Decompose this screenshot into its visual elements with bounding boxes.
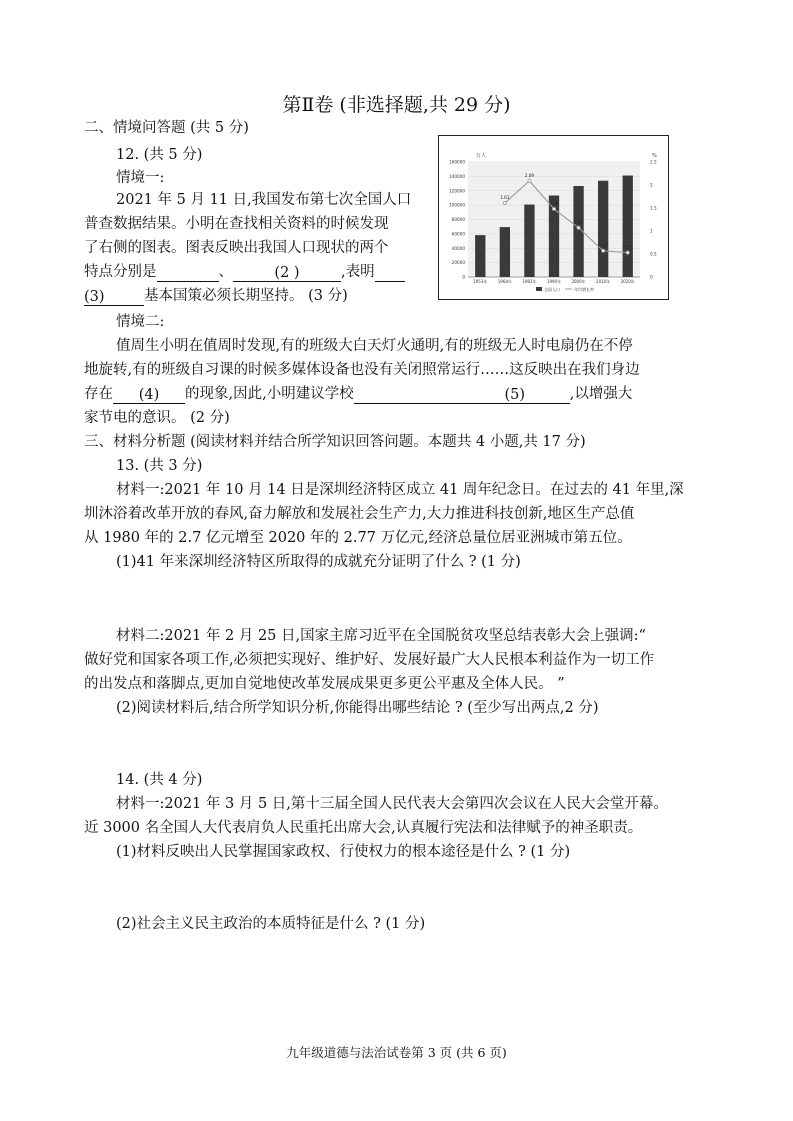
x-tick-label: 1982年 (522, 279, 537, 284)
q13-m2-line2: 做好党和国家各项工作,必须把实现好、维护好、发展好最广大人民根本利益作为一切工作 (84, 652, 655, 668)
q12-s2-line4: 家节电的意识。 (2 分) (84, 410, 230, 426)
data-label: 1.61 (500, 194, 510, 200)
q13-m1-line3: 从 1980 年的 2.7 亿元增至 2020 年的 2.77 万亿元,经济总量位居亚洲城市第五位。 (84, 530, 632, 546)
population-bar (623, 176, 633, 277)
q14-question1: (1)材料反映出人民掌握国家政权、行使权力的根本途径是什么 ? (1 分) (116, 844, 571, 860)
q12-s1-line1: 2021 年 5 月 11 日,我国发布第七次全国人口 (116, 192, 412, 208)
right-tick-label: 2 (650, 182, 653, 188)
answer-blank-4[interactable]: (4) (113, 385, 185, 404)
q12-scenario2-label: 情境二: (116, 314, 165, 330)
left-tick-label: 100000 (449, 202, 465, 208)
q12-s1-line5 (84, 286, 348, 306)
q13-m2-line1: 材料二:2021 年 2 月 25 日,国家主席习近平在全国脱贫攻坚总结表彰大会上强调:“ (116, 628, 646, 644)
population-bar (475, 235, 485, 277)
answer-blank-1[interactable] (157, 263, 219, 282)
answer-blank-2[interactable]: (2 ) (233, 263, 341, 282)
population-bar (524, 205, 534, 277)
data-label: 0.53 (623, 244, 633, 250)
q12-s1-line4-prefix: 特点分别是 (84, 264, 157, 280)
growth-rate-point (552, 207, 555, 210)
x-tick-label: 2010年 (596, 279, 611, 284)
q12-s2-line3 (84, 384, 632, 404)
x-tick-label: 1964年 (497, 279, 512, 284)
blank-separator: 、 (218, 264, 233, 280)
left-tick-label: 40000 (451, 245, 465, 251)
q12-s2-line3-mid: 的现象,因此,小明建议学校 (185, 386, 354, 402)
q12-s2-line1: 值周生小明在值周时发现,有的班级大白天灯火通明,有的班级无人时电扇仍在不停 (116, 338, 633, 354)
q13-question1: (1)41 年来深圳经济特区所取得的成就充分证明了什么 ? (1 分) (116, 554, 521, 570)
x-tick-label: 2000年 (571, 279, 586, 284)
answer-blank-5[interactable]: (5) (460, 385, 570, 404)
q13-question2: (2)阅读材料后,结合所学知识分析,你能得出哪些结论 ? (至少写出两点,2 分) (116, 700, 599, 716)
left-tick-label: 20000 (451, 260, 465, 266)
left-axis-unit: 万人 (476, 153, 487, 159)
growth-rate-point (626, 251, 629, 254)
q12-s2-line3-suffix: ,以增强大 (569, 386, 633, 402)
right-tick-label: 1 (650, 228, 653, 234)
left-tick-label: 140000 (449, 173, 465, 179)
q12-scenario1-label: 情境一: (116, 170, 165, 186)
data-label: 1.07 (573, 219, 584, 225)
right-tick-label: 0.5 (650, 251, 657, 257)
q14-m1-line2: 近 3000 名全国人大代表肩负人民重托出席大会,认真履行宪法和法律赋予的神圣职责。 (84, 820, 643, 836)
answer-blank-3-start[interactable] (375, 263, 405, 282)
q12-s1-line4 (84, 262, 405, 282)
x-tick-label: 1990年 (546, 279, 562, 284)
q14-m1-line1: 材料一:2021 年 3 月 5 日,第十三届全国人民代表大会第四次会议在人民大会堂开幕。 (116, 796, 668, 812)
right-tick-label: 0 (650, 274, 653, 280)
section2-heading: 二、情境问答题 (共 5 分) (84, 120, 249, 136)
answer-blank-3[interactable]: (3) (84, 287, 144, 306)
legend-growth-rate: 年均增长率 (574, 287, 594, 292)
page-title: 第Ⅱ卷 (非选择题,共 29 分) (282, 94, 511, 116)
data-label: 0.57 (598, 242, 608, 248)
legend-population: 全国人口 (544, 287, 560, 292)
q14-number: 14. (共 4 分) (116, 772, 203, 788)
population-bar (598, 181, 608, 277)
data-label: 1.48 (549, 200, 559, 206)
q12-number: 12. (共 5 分) (116, 147, 203, 163)
left-tick-label: 80000 (451, 217, 465, 222)
growth-rate-point (503, 201, 506, 204)
q12-s1-line5-suffix: 基本国策必须长期坚持。 (3 分) (144, 288, 348, 304)
legend-bar-swatch (536, 287, 542, 291)
right-axis-unit: % (652, 153, 657, 159)
left-tick-label: 60000 (451, 231, 465, 237)
left-tick-label: 120000 (449, 188, 465, 194)
q12-s1-line2: 普查数据结果。小明在查找相关资料的时候发现 (84, 216, 389, 232)
growth-rate-point (577, 226, 580, 229)
answer-blank-5-a[interactable] (354, 385, 460, 404)
right-tick-label: 1.5 (650, 205, 657, 211)
q13-m1-line2: 圳沐浴着改革开放的春风,奋力解放和发展社会生产力,大力推进科技创新,地区生产总值 (84, 506, 635, 522)
q13-m1-line1: 材料一:2021 年 10 月 14 日是深圳经济特区成立 41 周年纪念日。在过去的 41 年里,深 (116, 482, 684, 498)
page-footer: 九年级道德与法治试卷第 3 页 (共 6 页) (286, 1045, 507, 1060)
left-tick-label: 160000 (449, 159, 465, 165)
q12-s1-line4-suffix: ,表明 (341, 264, 375, 280)
growth-rate-point (602, 249, 605, 252)
population-chart (438, 135, 669, 300)
q12-s2-line3-prefix: 存在 (84, 386, 113, 402)
population-bar (500, 227, 510, 277)
x-tick-label: 2020年 (620, 279, 635, 284)
data-label: 2.09 (524, 172, 535, 178)
x-tick-label: 1953年 (473, 279, 488, 284)
growth-rate-point (528, 179, 531, 182)
q13-number: 13. (共 3 分) (116, 458, 203, 474)
q13-m2-line3: 的出发点和落脚点,更加自觉地使改革发展成果更多更公平惠及全体人民。 ” (84, 676, 565, 692)
q12-s2-line2: 地旋转,有的班级自习课的时候多媒体设备也没有关闭照常运行……这反映出在我们身边 (84, 362, 640, 378)
q12-s1-line3: 了右侧的图表。图表反映出我国人口现状的两个 (84, 240, 389, 256)
left-tick-label: 0 (462, 274, 465, 280)
right-tick-label: 2.5 (650, 159, 657, 165)
q14-question2: (2)社会主义民主政治的本质特征是什么 ? (1 分) (116, 916, 426, 932)
section3-heading: 三、材料分析题 (阅读材料并结合所学知识回答问题。本题共 4 小题,共 17 分) (84, 434, 586, 450)
